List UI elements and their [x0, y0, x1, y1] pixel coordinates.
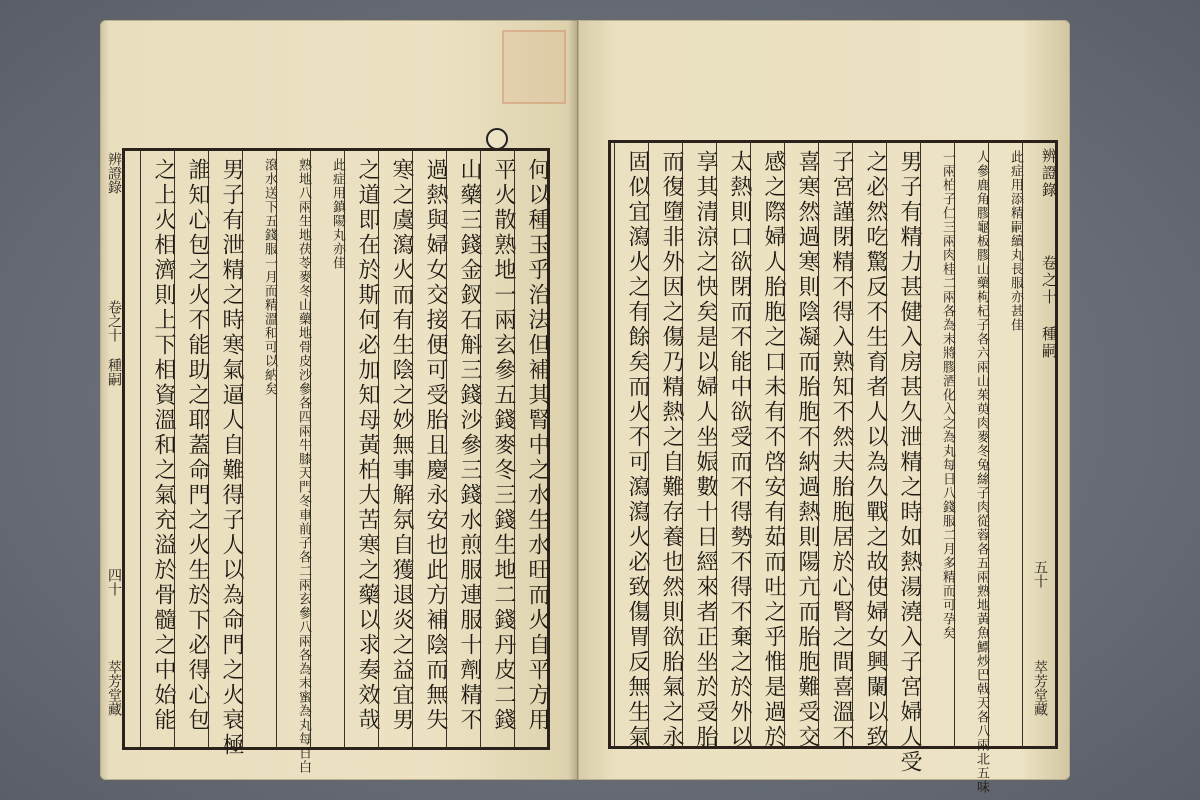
text-column: 享其清涼之快矣是以婦人坐娠數十日經來者正坐於受胎 — [682, 142, 716, 747]
text-column: 之道即在於斯何必加知母黃柏大苦寒之藥以求奏效哉 — [344, 150, 378, 748]
text-column: 平火散熟地一兩玄參五錢麥冬三錢生地二錢丹皮二錢 — [480, 150, 514, 748]
right-text-frame — [608, 140, 1058, 794]
annotation-line: 滾水送下五錢服一月 — [262, 158, 277, 284]
left-text-frame — [122, 148, 550, 774]
annotation-column — [988, 142, 1022, 747]
header-column — [1022, 142, 1056, 747]
left-page — [100, 20, 578, 780]
text-column: 之必然吃驚反不生育者人以為久戰之故使婦女興闌以致 — [852, 142, 886, 747]
annotation-line: 亦佳 — [330, 242, 345, 270]
text-column: 之上火相濟則上下相資溫和之氣充溢於骨髓之中始能 — [140, 150, 174, 748]
text-column: 固似宜瀉火之有餘矣而火不可瀉瀉火必致傷胃反無生氣 — [614, 142, 648, 747]
right-columns — [610, 142, 1058, 794]
left-columns — [124, 150, 550, 774]
annotation-line: 此症用鎮陽丸 — [330, 158, 345, 242]
annotation-line: 此症用添精嗣續 — [1008, 150, 1023, 248]
text-column: 男子有泄精之時寒氣逼人自難得子人以為命門之火衰極 — [208, 150, 242, 748]
right-volume-label: 卷之十 種嗣 — [1040, 255, 1058, 360]
open-book — [100, 20, 1070, 794]
text-column: 男子有精力甚健入房甚久泄精之時如熱湯澆入子宮婦人受 — [886, 142, 920, 747]
annotation-line: 人參鹿角膠龜板膠山藥枸杞子各六兩山茱萸肉麥冬兔 — [974, 150, 989, 472]
right-header-title: 辨證錄 — [1040, 148, 1058, 199]
text-column: 而復墮非外因之傷乃精熱之自難存養也然則欲胎氣之永 — [648, 142, 682, 747]
text-column: 過熱與婦女交接便可受胎且慶永安也此方補陰而無失 — [412, 150, 446, 748]
text-column: 寒之虞瀉火而有生陰之妙無事解氛自獲退炎之益宜男 — [378, 150, 412, 748]
text-column: 山藥三錢金釵石斛三錢沙參三錢水煎服連服十劑精不 — [446, 150, 480, 748]
annotation-column — [242, 150, 276, 748]
annotation-line: 天門冬車前子各二兩玄參八兩各為末蜜為丸每日白 — [296, 466, 311, 774]
text-column: 喜寒然過寒則陰凝而胎胞不納過熱則陽亢而胎胞難受交 — [784, 142, 818, 747]
right-page — [578, 20, 1070, 794]
annotation-column — [276, 150, 311, 774]
annotation-column — [920, 142, 954, 747]
left-circle-mark — [486, 128, 508, 150]
library-seal — [502, 30, 566, 104]
annotation-line: 絲子肉從蓉各五兩熟地黃魚鰾炒巴戟天各八兩北五味 — [974, 472, 989, 794]
text-column: 子宮謹閉精不得入熟知不然夫胎胞居於心腎之間喜溫不 — [818, 142, 852, 747]
right-folio: 五十 — [1032, 560, 1048, 588]
left-volume-label: 卷之十 種嗣 — [106, 300, 122, 386]
annotation-column — [310, 150, 344, 748]
annotation-line: 熟地八兩生地茯苓麥冬山藥地骨皮沙參各四兩牛膝 — [296, 158, 311, 466]
text-column: 感之際婦人胎胞之口未有不啓安有茹而吐之乎惟是過於 — [750, 142, 784, 747]
annotation-line: 一兩柏子仁三兩肉桂二兩各為末將膠酒化 — [940, 150, 955, 402]
annotation-line: 丸長服亦甚佳 — [1008, 248, 1023, 332]
right-publisher: 萃芳堂藏 — [1032, 660, 1048, 716]
text-column: 誰知心包之火不能助之耶蓋命門之火生於下必得心包 — [174, 150, 208, 748]
left-header-title: 辨證錄 — [106, 152, 122, 194]
left-publisher: 萃芳堂藏 — [106, 660, 122, 716]
left-folio: 四十 — [106, 568, 122, 596]
annotation-line: 入之為丸每日八錢服二月多精而可孕矣 — [940, 402, 955, 640]
text-column: 太熱則口欲閉而不能中欲受而不得勢不得不棄之於外以 — [716, 142, 750, 747]
annotation-line: 而精溫和可以納矣 — [262, 284, 277, 396]
text-column: 何以種玉乎治法但補其腎中之水生水旺而火自平方用 — [514, 150, 548, 748]
annotation-column — [954, 142, 989, 794]
